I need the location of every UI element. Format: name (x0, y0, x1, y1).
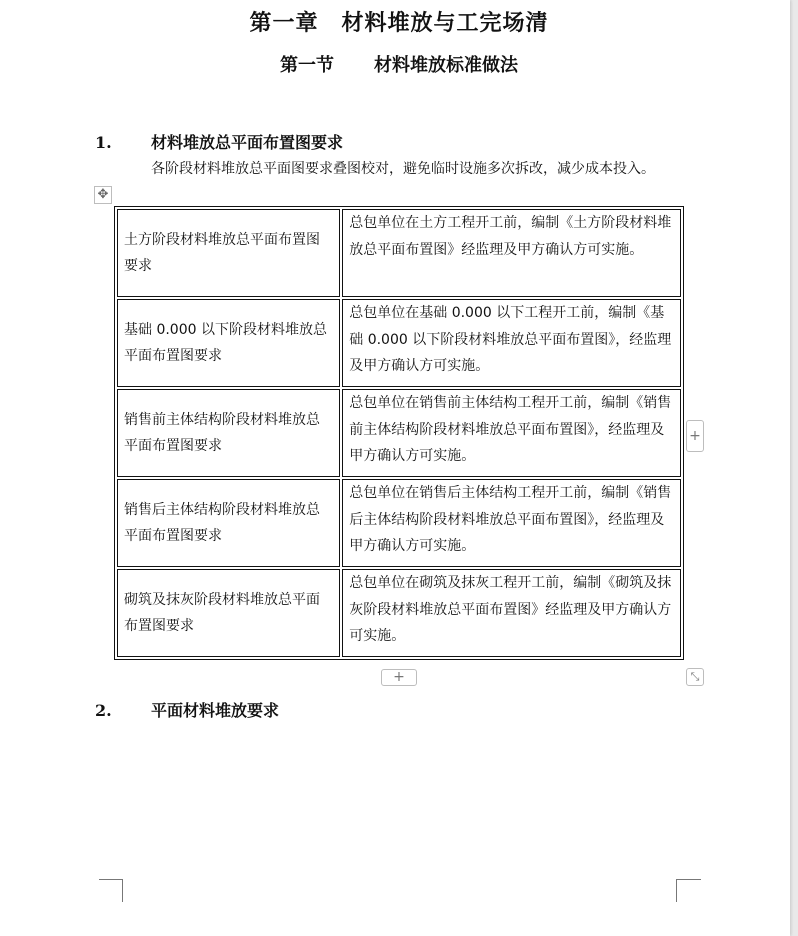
stage-cell[interactable]: 土方阶段材料堆放总平面布置图要求 (117, 209, 340, 297)
table-move-icon[interactable]: ✥ (94, 186, 112, 204)
heading-2-number: 2. (95, 701, 112, 720)
heading-1-number: 1. (95, 133, 112, 152)
table-row (117, 389, 681, 477)
stage-cell[interactable]: 基础 0.000 以下阶段材料堆放总平面布置图要求 (117, 299, 340, 387)
add-column-button[interactable]: + (686, 420, 704, 452)
requirement-cell[interactable]: 总包单位在土方工程开工前，编制《土方阶段材料堆放总平面布置图》经监理及甲方确认方可实施。 (342, 209, 681, 297)
section-title-text: 材料堆放标准做法 (374, 55, 518, 76)
chapter-title: 第一章 材料堆放与工完场清 (249, 10, 549, 36)
table-row (117, 479, 681, 567)
stage-cell[interactable]: 销售后主体结构阶段材料堆放总平面布置图要求 (117, 479, 340, 567)
requirements-table (114, 206, 684, 660)
section-number: 第一节 (280, 55, 334, 76)
table-row (117, 569, 681, 657)
table-resize-icon[interactable]: ⤡ (686, 668, 704, 686)
heading-1 (95, 130, 343, 153)
heading-1-title: 材料堆放总平面布置图要求 (151, 133, 344, 152)
add-row-button[interactable]: + (381, 669, 417, 686)
table-row (117, 209, 681, 297)
margin-corner-mark-right (676, 879, 701, 902)
section-title (0, 51, 798, 77)
heading-2-title: 平面材料堆放要求 (151, 701, 280, 720)
margin-corner-mark-left (99, 879, 123, 902)
stage-cell[interactable]: 砌筑及抹灰阶段材料堆放总平面布置图要求 (117, 569, 340, 657)
heading-2 (95, 698, 279, 721)
requirement-cell[interactable]: 总包单位在砌筑及抹灰工程开工前，编制《砌筑及抹灰阶段材料堆放总平面布置图》经监理及甲方确认方可实施。 (342, 569, 681, 657)
requirement-cell[interactable]: 总包单位在销售后主体结构工程开工前，编制《销售后主体结构阶段材料堆放总平面布置图》，经监理及甲方确认方可实施。 (342, 479, 681, 567)
table-row (117, 299, 681, 387)
requirement-cell[interactable]: 总包单位在销售前主体结构工程开工前，编制《销售前主体结构阶段材料堆放总平面布置图》，经监理及甲方确认方可实施。 (342, 389, 681, 477)
intro-paragraph: 各阶段材料堆放总平面图要求叠图校对，避免临时设施多次拆改，减少成本投入。 (151, 161, 655, 177)
requirement-cell[interactable]: 总包单位在基础 0.000 以下工程开工前，编制《基础 0.000 以下阶段材料堆放总平面布置图》，经监理及甲方确认方可实施。 (342, 299, 681, 387)
stage-cell[interactable]: 销售前主体结构阶段材料堆放总平面布置图要求 (117, 389, 340, 477)
